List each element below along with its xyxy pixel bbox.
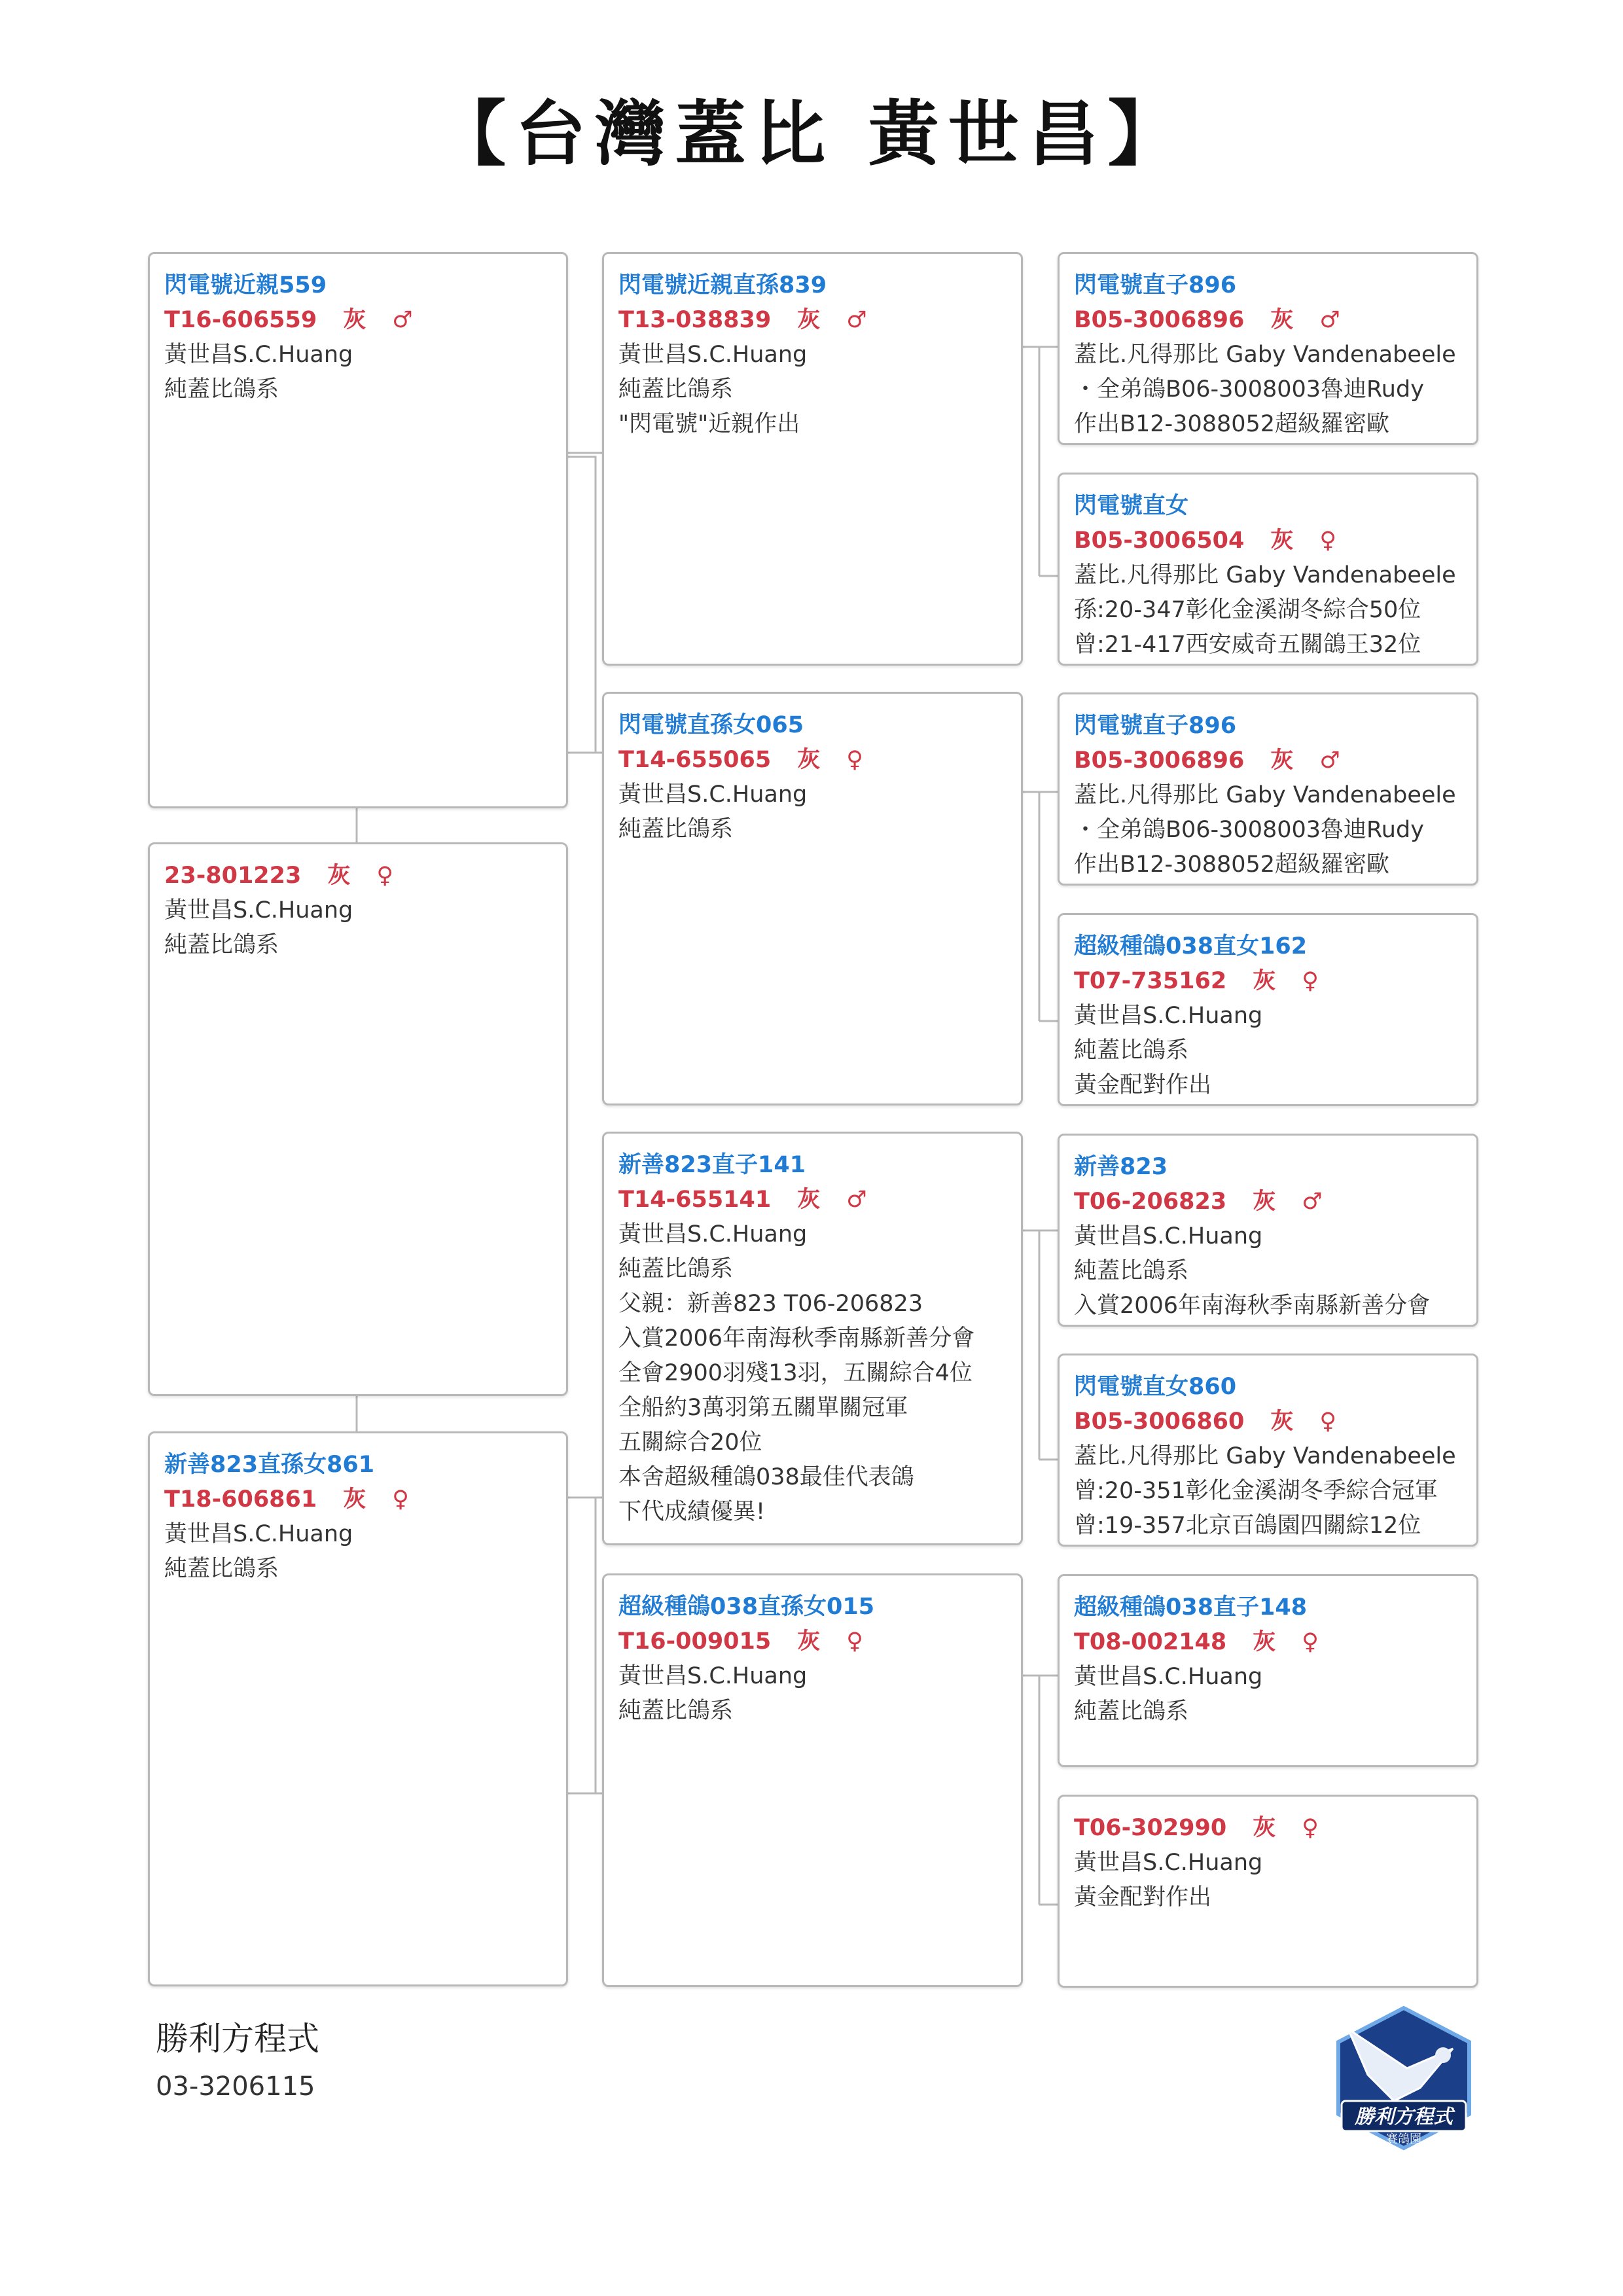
pigeon-color: 灰	[797, 747, 821, 773]
ring-number: B05-3006860	[1074, 1408, 1245, 1435]
pigeon-color: 灰	[797, 307, 821, 333]
pigeon-info: 曾:19-357北京百鴿園四關綜12位	[1074, 1513, 1421, 1539]
pedigree-card-gen2-4[interactable]	[602, 1573, 1023, 1987]
pigeon-info: 黃世昌S.C.Huang	[1074, 1664, 1263, 1690]
female-icon: ♀	[392, 1486, 409, 1513]
pigeon-ring	[1074, 1185, 1462, 1219]
pigeon-ring	[1074, 964, 1462, 999]
pigeon-info: "閃電號"近親作出	[618, 411, 800, 437]
pigeon-info: 黃世昌S.C.Huang	[618, 1663, 808, 1689]
pigeon-info: 蓋比.凡得那比 Gaby Vandenabeele	[1074, 562, 1456, 588]
female-icon: ♀	[846, 747, 863, 773]
pigeon-info: 曾:21-417西安威奇五關鴿王32位	[1074, 632, 1421, 658]
loft-name: 勝利方程式	[156, 2020, 319, 2058]
pigeon-name: 閃電號近親直孫839	[618, 272, 827, 298]
pigeon-name: 超級種鴿038直子148	[1074, 1594, 1308, 1621]
male-icon: ♂	[846, 1187, 867, 1213]
pedigree-card-gen3-4[interactable]	[1058, 913, 1478, 1106]
pedigree-card-gen3-6[interactable]	[1058, 1354, 1478, 1547]
pigeon-info: 純蓋比鴿系	[618, 1698, 734, 1724]
pigeon-color: 灰	[1253, 1815, 1276, 1841]
ring-number: T08-002148	[1074, 1629, 1227, 1655]
pigeon-ring	[164, 859, 552, 893]
pedigree-card-gen3-3[interactable]	[1058, 692, 1478, 886]
logo-subtext: 賽鴿園	[1386, 2132, 1421, 2146]
pedigree-card-gen3-2[interactable]	[1058, 473, 1478, 666]
pigeon-info: 黃世昌S.C.Huang	[1074, 1223, 1263, 1249]
logo-text: 勝利方程式	[1355, 2106, 1453, 2128]
pigeon-info: 本舍超級種鴿038最佳代表鴿	[618, 1464, 914, 1490]
female-icon: ♀	[1302, 968, 1319, 994]
pigeon-info: 純蓋比鴿系	[164, 1556, 279, 1582]
pedigree-card-gen3-8[interactable]	[1058, 1795, 1478, 1988]
pigeon-name: 閃電號直子896	[1074, 272, 1237, 298]
pigeon-info: 黃金配對作出	[1074, 1884, 1212, 1910]
pigeon-info: 入賞2006年南海秋季南縣新善分會	[1074, 1293, 1431, 1319]
ring-number: 23-801223	[164, 863, 302, 889]
ring-number: T16-009015	[618, 1628, 772, 1655]
pigeon-name: 閃電號直女	[1074, 493, 1189, 519]
pigeon-name: 閃電號直女860	[1074, 1374, 1237, 1400]
pigeon-info: 純蓋比鴿系	[164, 376, 279, 403]
pigeon-color: 灰	[1270, 1408, 1294, 1435]
pedigree-card-gen1-3[interactable]	[148, 1431, 568, 1986]
pigeon-color: 灰	[1270, 747, 1294, 774]
pigeon-info: 純蓋比鴿系	[1074, 1037, 1189, 1064]
pigeon-color: 灰	[1253, 968, 1276, 994]
pigeon-name: 新善823直子141	[618, 1152, 806, 1178]
pigeon-ring	[618, 743, 1007, 778]
pigeon-info: 全船約3萬羽第五關單關冠軍	[618, 1395, 908, 1421]
pigeon-name: 新善823	[1074, 1154, 1168, 1180]
pigeon-info: 純蓋比鴿系	[618, 1256, 734, 1282]
pigeon-color: 灰	[797, 1187, 821, 1213]
female-icon: ♀	[1319, 528, 1337, 554]
loft-phone: 03-3206115	[156, 2072, 315, 2102]
pigeon-color: 灰	[797, 1628, 821, 1655]
pigeon-info: ・全弟鴿B06-3008003魯迪Rudy	[1074, 817, 1424, 843]
pedigree-card-gen3-5[interactable]	[1058, 1134, 1478, 1327]
pigeon-info: 純蓋比鴿系	[618, 376, 734, 403]
pigeon-name: 超級種鴿038直孫女015	[618, 1594, 875, 1620]
pigeon-info: 純蓋比鴿系	[618, 816, 734, 842]
ring-number: T13-038839	[618, 307, 772, 333]
ring-number: T18-606861	[164, 1486, 317, 1513]
pigeon-name: 閃電號近親559	[164, 272, 327, 298]
ring-number: T07-735162	[1074, 968, 1227, 994]
ring-number: B05-3006896	[1074, 747, 1245, 774]
pigeon-name: 超級種鴿038直女162	[1074, 933, 1308, 960]
female-icon: ♀	[376, 863, 394, 889]
male-icon: ♂	[1319, 307, 1340, 333]
pigeon-ring	[618, 1183, 1007, 1217]
female-icon: ♀	[1302, 1815, 1319, 1841]
pigeon-info: 黃世昌S.C.Huang	[1074, 1003, 1263, 1029]
pedigree-card-gen3-1[interactable]	[1058, 252, 1478, 445]
pigeon-ring	[164, 1482, 552, 1517]
pigeon-info: 下代成績優異!	[618, 1499, 766, 1525]
ring-number: T14-655141	[618, 1187, 772, 1213]
pigeon-info: 純蓋比鴿系	[164, 932, 279, 958]
male-icon: ♂	[1302, 1189, 1323, 1215]
pigeon-info: 黃世昌S.C.Huang	[164, 897, 353, 924]
pigeon-info: ・全弟鴿B06-3008003魯迪Rudy	[1074, 376, 1424, 403]
pigeon-info: 作出B12-3088052超級羅密歐	[1074, 852, 1390, 878]
pigeon-ring	[1074, 1405, 1462, 1439]
loft-logo-icon	[1322, 2003, 1486, 2153]
ring-number: B05-3006504	[1074, 528, 1245, 554]
pigeon-info: 黃金配對作出	[1074, 1072, 1212, 1098]
pigeon-color: 灰	[1253, 1629, 1276, 1655]
pigeon-info: 黃世昌S.C.Huang	[164, 342, 353, 368]
pedigree-card-gen1-1[interactable]	[148, 252, 568, 808]
pedigree-card-gen2-1[interactable]	[602, 252, 1023, 666]
pigeon-color: 灰	[327, 863, 351, 889]
male-icon: ♂	[846, 307, 867, 333]
pigeon-info: 黃世昌S.C.Huang	[1074, 1850, 1263, 1876]
pigeon-info: 蓋比.凡得那比 Gaby Vandenabeele	[1074, 342, 1456, 368]
female-icon: ♀	[1302, 1629, 1319, 1655]
pigeon-info: 純蓋比鴿系	[1074, 1698, 1189, 1725]
pigeon-info: 入賞2006年南海秋季南縣新善分會	[618, 1325, 975, 1352]
pigeon-name: 新善823直孫女861	[164, 1452, 375, 1478]
pedigree-card-gen2-3[interactable]	[602, 1132, 1023, 1545]
female-icon: ♀	[846, 1628, 863, 1655]
pigeon-ring	[618, 303, 1007, 338]
pigeon-ring	[1074, 303, 1462, 338]
pigeon-info: 蓋比.凡得那比 Gaby Vandenabeele	[1074, 782, 1456, 808]
pigeon-ring	[164, 303, 552, 338]
pigeon-info: 全會2900羽殘13羽，五關綜合4位	[618, 1360, 972, 1386]
page-title: 【台灣蓋比 黃世昌】	[435, 93, 1188, 175]
female-icon: ♀	[1319, 1408, 1337, 1435]
pigeon-color: 灰	[1270, 528, 1294, 554]
pigeon-info: 父親：新善823 T06-206823	[618, 1291, 923, 1317]
pigeon-ring	[1074, 1811, 1462, 1846]
pigeon-ring	[1074, 744, 1462, 778]
pigeon-info: 純蓋比鴿系	[1074, 1258, 1189, 1284]
pigeon-info: 曾:20-351彰化金溪湖冬季綜合冠軍	[1074, 1478, 1438, 1504]
male-icon: ♂	[392, 307, 413, 333]
pedigree-card-gen3-7[interactable]	[1058, 1574, 1478, 1767]
pigeon-info: 黃世昌S.C.Huang	[164, 1521, 353, 1547]
pigeon-ring	[1074, 1625, 1462, 1660]
pigeon-color: 灰	[343, 307, 366, 333]
pedigree-card-gen2-2[interactable]	[602, 692, 1023, 1105]
ring-number: T16-606559	[164, 307, 317, 333]
pigeon-name: 閃電號直子896	[1074, 713, 1237, 739]
pigeon-info: 黃世昌S.C.Huang	[618, 342, 808, 368]
pigeon-info: 五關綜合20位	[618, 1429, 762, 1456]
pedigree-card-gen1-2[interactable]	[148, 842, 568, 1396]
pigeon-name: 閃電號直孫女065	[618, 712, 804, 738]
pigeon-info: 黃世昌S.C.Huang	[618, 781, 808, 808]
ring-number: T14-655065	[618, 747, 772, 773]
pigeon-info: 孫:20-347彰化金溪湖冬綜合50位	[1074, 597, 1421, 623]
pigeon-info: 作出B12-3088052超級羅密歐	[1074, 411, 1390, 437]
pigeon-ring	[1074, 524, 1462, 558]
pigeon-info: 黃世昌S.C.Huang	[618, 1221, 808, 1247]
ring-number: T06-206823	[1074, 1189, 1227, 1215]
pigeon-color: 灰	[343, 1486, 366, 1513]
ring-number: B05-3006896	[1074, 307, 1245, 333]
pigeon-ring	[618, 1624, 1007, 1659]
male-icon: ♂	[1319, 747, 1340, 774]
ring-number: T06-302990	[1074, 1815, 1227, 1841]
pigeon-color: 灰	[1253, 1189, 1276, 1215]
pigeon-info: 蓋比.凡得那比 Gaby Vandenabeele	[1074, 1443, 1456, 1469]
pigeon-color: 灰	[1270, 307, 1294, 333]
